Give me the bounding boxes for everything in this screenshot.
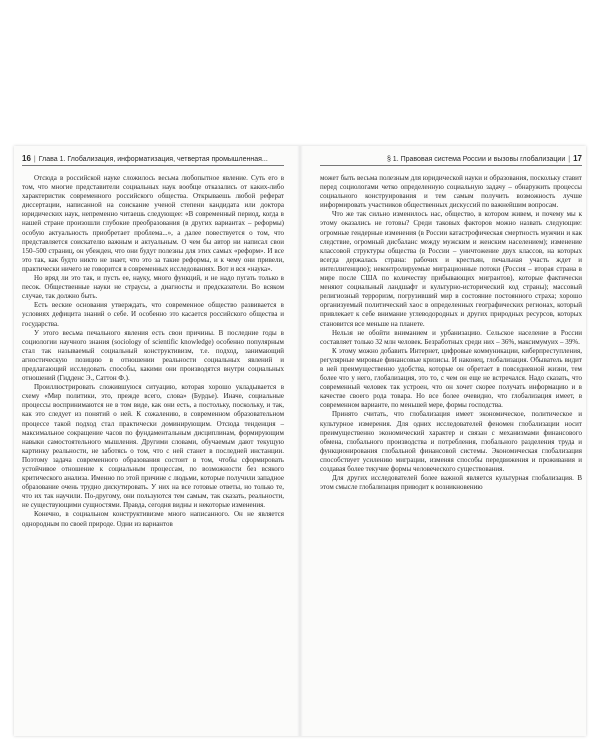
paragraph: Для других исследователей более важной является культурная глобализация. В этом смысле глобализация приводит к возникновению xyxy=(320,474,582,492)
right-running-head xyxy=(320,153,582,166)
paragraph: Принято считать, что глобализация имеет экономическое, политическое и культурное измерения. Для одних исследователей феномен глобализации носит преимущественно экономический характер и связан с механизмами финансового обмена, глобального производства и потребления, глобального разделения труда и функционирования глобальной финансовой системы. Экономическая глобализация способствует усилению миграции, изменяя способы передвижения и проживания и создавая более текучие формы человеческого существования. xyxy=(320,410,582,473)
paragraph: Что же так сильно изменилось нас, общество, в котором живем, и почему мы к этому оказались не готовы? Среди таковых факторов можно назвать следующие: огромные гендерные изменения (в России катастрофическая смертность мужчин и как следствие, огромный дисбаланс между мужским и женским населением); изменение классовой структуры общества (в России – уничтожение двух классов, на которых всегда держалась страна: рабочих и крестьян, печальная участь ждет и интеллигенцию); неконтролируемые миграционные потоки (Россия – вторая страна в мире после США по количеству прибывающих мигрантов), которые фактически меняют социальный ландшафт и культурно-исторический код страны); массовый религиозный терроризм, погрузивший мир в состояние постоянного страха; хорошо организуемый политический хаос в определенных географических регионах, который привлекает к себе внимание углеводородных и других природных ресурсов, которых становится все меньше на планете. xyxy=(320,210,582,328)
paragraph: У этого весьма печального явления есть свои причины. В последние годы в социологии научного знания (sociology of scientific knowledge) особенно популярным стал так называемый социальный конструктивизм, т.е. подход, занимающий агностическую позицию в отношении реальности социальных явлений и предлагающий исследовать способы, какими они производятся внутри социальных отношений (Гидденс Э., Саттон Ф.). xyxy=(22,328,284,383)
left-body-text xyxy=(22,174,284,529)
paragraph: Конечно, в социальном конструктивизме много написанного. Он не является однородным по своей природе. Одни из вариантов xyxy=(22,510,284,528)
right-head-separator: | xyxy=(568,156,571,163)
paragraph: Отсюда в российской науке сложилось весьма любопытное явление. Суть его в том, что многие представители социальных наук вообще отказались от каких-либо характеристик современного российского общества. Открываешь любой реферат диссертации, написанной на соискание ученой степени кандидата или доктора юридических наук, непременно читаешь следующее: «В современный период, когда в нашей стране произошли глубокие преобразования (в других вариантах – реформы) особую актуальность приобретает проблема...», а далее повествуется о том, что представляется соискателю важным и актуальным. О чем бы автор ни написал свои 150–500 страниц, он убежден, что они будут полезны для этих самых «реформ». И все это так, как будто никто не знает, что это за такие реформы, и к чему они привели, практически ничего не говорится в современных исследованиях. Вот и вся «наука». xyxy=(22,174,284,273)
book-spread xyxy=(14,146,586,736)
paragraph: К этому можно добавить Интернет, цифровые коммуникации, киберпреступления, регулярные мировые финансовые кризисы. И наконец, глобализация. Обыватель видит в ней преимущественно удобства, которые он обретает в повседневной жизни, тем более что у него, глобализация, это то, с чем он еще не встречался. Надо сказать, что современный человек так устроен, что он хочет скорее получать информацию и в качестве своего рода товара. Но все более очевидно, что глобализация имеет, в современном варианте, по меньшей мере, формы господства. xyxy=(320,346,582,410)
right-page-number: 17 xyxy=(573,154,582,163)
left-running-head xyxy=(22,153,284,166)
book-gutter xyxy=(297,146,303,736)
left-head-separator: | xyxy=(33,156,36,163)
right-body-text xyxy=(320,174,582,492)
paragraph: может быть весьма полезным для юридической науки и образования, поскольку ставит перед социологами четко определенную социальную задачу – обнаружить процессы социального конструирования и тем самым получить возможность лучше информировать участников общественных дискуссий по важнейшим вопросам. xyxy=(320,174,582,210)
right-page xyxy=(320,146,582,736)
paragraph: Есть веские основания утверждать, что современное общество развивается в условиях дефицита знаний о себе. И особенно это касается российского общества и государства. xyxy=(22,301,284,328)
left-page xyxy=(22,146,284,736)
paragraph: Проиллюстрировать сложившуюся ситуацию, которая хорошо укладывается в схему «Мир политики, это, прежде всего, слова» (Бурдье). Иначе, социальные процессы воспринимаются не в том виде, как они есть, а постольку, поскольку, и так, как это следует из понятий о ней. К сожалению, в современном образовательном процессе такой подход стал практически доминирующим. Отсюда тенденция – максимальное сокращение часов по фундаментальным дисциплинам, формирующим навыки самостоятельного мышления. Другими словами, обучаемым дают текущую картинку реальности, не заботясь о том, что с ней станет в последней инстанции. Поэтому задача современного образования состоит в том, чтобы сформировать устойчивое отношение к социальным процессам, по возможности без всякого критического анализа. Именно по этой причине с людьми, которые получили западное образование очень трудно дискутировать. У них на все готовые ответы, но только те, что их так научили. По-другому, они пользуются тем самым, так сказать, реальности, не существующими сущностями. Правда, сегодня видны и некоторые изменения. xyxy=(22,383,284,510)
right-running-title: § 1. Правовая система России и вызовы глобализации xyxy=(386,156,566,163)
paragraph: Но вряд ли это так, и пусть ее, науку, много функций, и не надо пугать только в песок. Общественные науки не страусы, а диагносты и предсказатели. Во всяком случае, так должно быть. xyxy=(22,274,284,301)
left-running-title: Глава 1. Глобализация, информатизация, четвертая промышленная... xyxy=(38,156,268,163)
paragraph: Нельзя не обойти вниманием и урбанизацию. Сельское население в России составляет только 32 млн человек. Безработных среди них – 36%, максимумуих – 39%. xyxy=(320,328,582,346)
left-page-number: 16 xyxy=(22,154,31,163)
